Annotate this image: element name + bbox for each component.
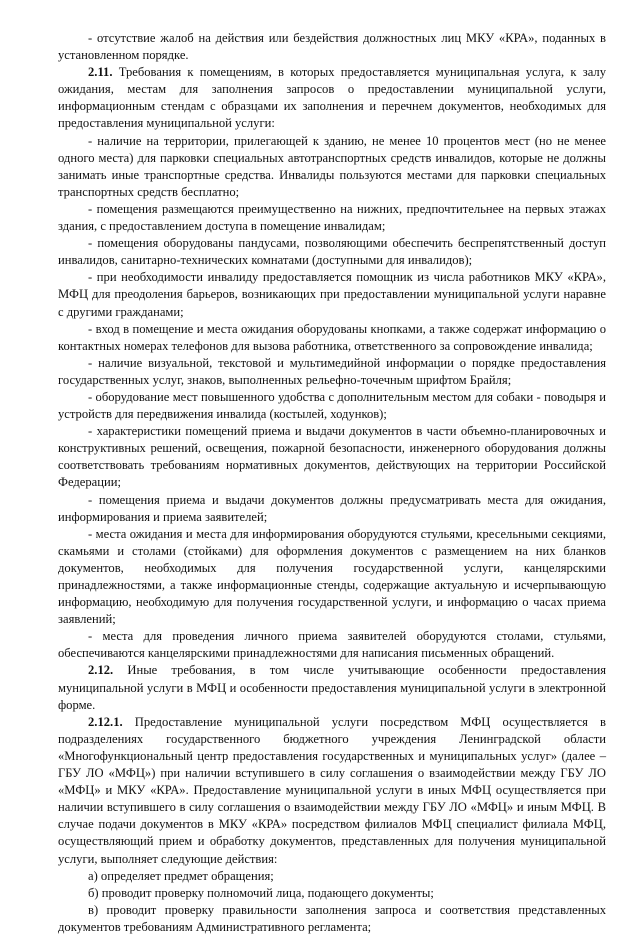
paragraph-complaints (58, 30, 606, 64)
paragraph-text: - характеристики помещений приема и выдачи документов в части объемно-планировочных и конструктивных решений, освещения, пожарной безопасности, инженерного оборудования должны соответствовать требованиям нормативных документов, действующих на территории Российской Федерации; (58, 424, 606, 490)
section-2-11 (58, 64, 606, 132)
list-item-braille (58, 355, 606, 389)
paragraph-text: - помещения размещаются преимущественно на нижних, предпочтительнее на первых этажах здания, с предоставлением доступа в помещение инвалидам; (58, 201, 606, 234)
list-item-buttons (58, 321, 606, 355)
list-item-waiting-areas (58, 492, 606, 526)
list-item-a (58, 868, 606, 885)
list-item-parking (58, 133, 606, 201)
paragraph-text: - при необходимости инвалиду предоставляется помощник из числа работников МКУ «КРА», МФЦ для преодоления барьеров, возникающих при предоставлении муниципальной услуги наравне с другими гражданами; (58, 270, 606, 319)
paragraph-text: а) определяет предмет обращения; (88, 868, 274, 883)
section-number: 2.12. (88, 663, 114, 678)
paragraph-text: - места ожидания и места для информирования оборудуются стульями, кресельными секциями, скамьями и столами (стойками) для оформления документов с размещением на них бланков документов, необходимых для получения государственной услуги, канцелярскими принадлежностями, а также информационные стенды, содержащие актуальную и исчерпывающую информацию, необходимую для получения государственной услуги, и информацию о часах приема заявлений; (58, 526, 606, 627)
paragraph-text: - вход в помещение и места ожидания оборудованы кнопками, а также содержат информацию о контактных номерах телефонов для вызова работника, ответственного за сопровождение инвалида; (58, 321, 606, 353)
paragraph-text: Требования к помещениям, в которых предоставляется муниципальная услуга, к залу ожидания, местам для заполнения запросов о предоставлении муниципальной услуги, информационным стендам с образцами их заполнения и перечнем документов, необходимых для предоставления муниципальной услуги: (58, 65, 606, 131)
paragraph-text: - помещения оборудованы пандусами, позволяющими обеспечить беспрепятственный доступ инвалидов, санитарно-технических комнатами (доступными для инвалидов); (58, 236, 606, 268)
list-item-ramps (58, 235, 606, 269)
paragraph-text: - места для проведения личного приема заявителей оборудуются столами, стульями, обеспечиваются канцелярскими принадлежностями для написания письменных обращений. (58, 629, 606, 661)
list-item-b (58, 885, 606, 902)
section-2-12-1 (58, 714, 606, 868)
list-item-furniture (58, 526, 606, 629)
paragraph-text: Иные требования, в том числе учитывающие особенности предоставления муниципальной услуги в МФЦ и особенности предоставления муниципальной услуги в электронной форме. (58, 663, 606, 712)
list-item-guide-dog (58, 389, 606, 423)
list-item-premises-characteristics (58, 423, 606, 491)
paragraph-text: - наличие визуальной, текстовой и мультимедийной информации о порядке предоставления государственных услуг, знаков, выполненных рельефно-точечным шрифтом Брайля; (58, 355, 606, 387)
section-number: 2.12.1. (88, 714, 123, 729)
paragraph-text: - оборудование мест повышенного удобства с дополнительным местом для собаки - поводыря и устройств для передвижения инвалида (костылей, ходунков); (58, 389, 606, 422)
paragraph-text: - отсутствие жалоб на действия или бездействия должностных лиц МКУ «КРА», поданных в установленном порядке. (58, 31, 606, 63)
list-item-floors (58, 201, 606, 235)
paragraph-text: Предоставление муниципальной услуги посредством МФЦ осуществляется в подразделениях государственного бюджетного учреждения Ленинградской области «Многофункциональный центр предоставления государственных и муниципальных услуг» (далее – ГБУ ЛО «МФЦ») при наличии вступившего в силу соглашения о взаимодействии между ГБУ ЛО «МФЦ» и МКУ «КРА». Предоставление муниципальной услуги в иных МФЦ осуществляется при наличии вступившего в силу соглашения о взаимодействии между ГБУ ЛО «МФЦ» и иным МФЦ. В случае подачи документов в МКУ «КРА» посредством филиалов МФЦ специалист филиала МФЦ, осуществляющий прием и обработку документов, представленных для получения муниципальной услуги, выполняет следующие действия: (58, 714, 606, 866)
list-item-personal-reception (58, 628, 606, 662)
list-item-v (58, 902, 606, 936)
section-2-12 (58, 662, 606, 713)
paragraph-text: в) проводит проверку правильности заполнения запроса и соответствия представленных документов требованиям Административного регламента; (58, 902, 606, 934)
paragraph-text: - помещения приема и выдачи документов должны предусматривать места для ожидания, информирования и приема заявителей; (58, 492, 606, 524)
paragraph-text: б) проводит проверку полномочий лица, подающего документы; (88, 885, 434, 900)
paragraph-text: - наличие на территории, прилегающей к зданию, не менее 10 процентов мест (но не менее одного места) для парковки специальных автотранспортных средств инвалидов, которые не должны занимать иные транспортные средства. Инвалиды пользуются местами для парковки специальных транспортных средств бесплатно; (58, 133, 606, 199)
list-item-assistant (58, 269, 606, 320)
section-number: 2.11. (88, 65, 113, 80)
